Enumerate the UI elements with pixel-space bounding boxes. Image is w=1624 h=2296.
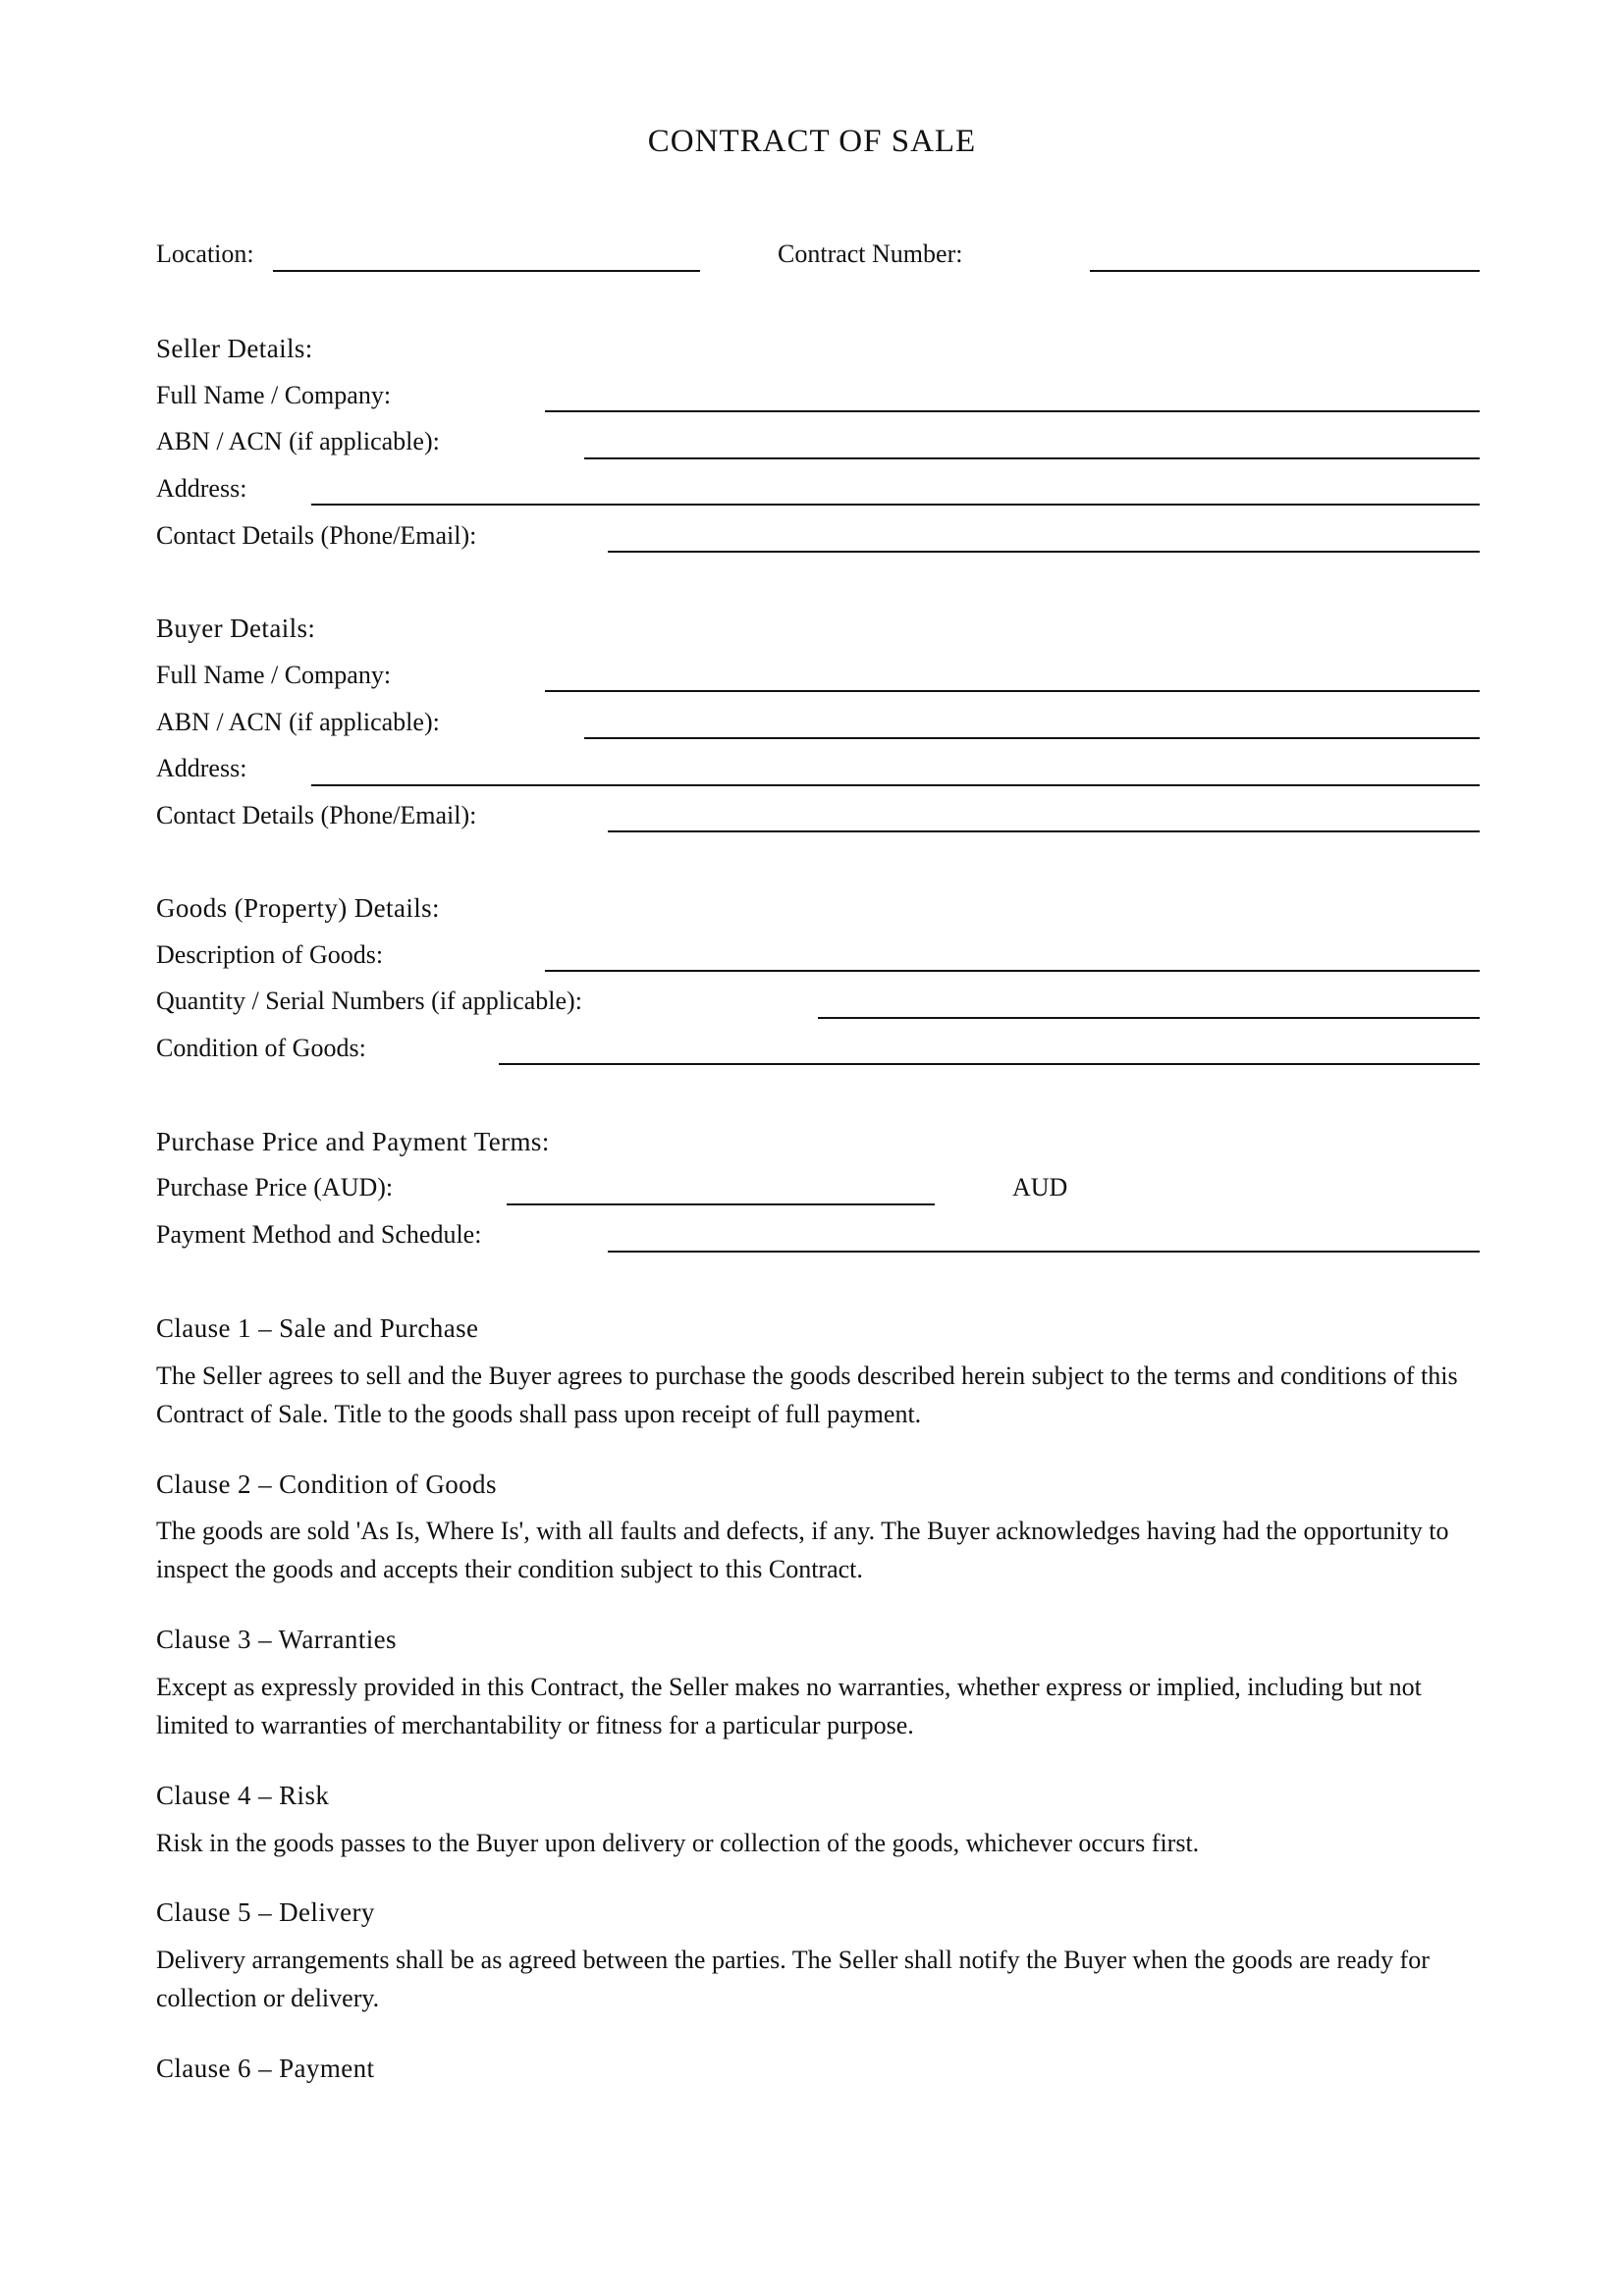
clause-3-heading: Clause 3 – Warranties [156,1625,397,1654]
purchase-price-field[interactable] [507,1203,935,1205]
seller-full-name-field[interactable] [545,410,1480,412]
clause-2-heading: Clause 2 – Condition of Goods [156,1469,497,1499]
payment-method-label: Payment Method and Schedule: [156,1220,482,1249]
payment-method-field[interactable] [608,1251,1480,1253]
seller-abn-field[interactable] [584,457,1480,459]
contract-number-label: Contract Number: [778,240,963,268]
clause-1-text: The Seller agrees to sell and the Buyer agrees to purchase the goods described herein subject to the terms and conditions of this Contract of Sale. Title to the goods shall pass upon receipt of full payment. [156,1362,1458,1428]
purchase-price-label: Purchase Price (AUD): [156,1173,394,1201]
seller-address-label: Address: [156,474,247,503]
buyer-address-label: Address: [156,754,247,782]
goods-quantity-field[interactable] [818,1017,1480,1019]
buyer-abn-field[interactable] [584,737,1480,739]
goods-description-field[interactable] [545,970,1480,972]
buyer-contact-label: Contact Details (Phone/Email): [156,801,477,829]
document-title: CONTRACT OF SALE [647,124,977,159]
clause-4-heading: Clause 4 – Risk [156,1781,330,1810]
location-field[interactable] [273,270,700,272]
clause-6-heading: Clause 6 – Payment [156,2054,375,2083]
clause-4-text: Risk in the goods passes to the Buyer upon delivery or collection of the goods, whichever occurs first. [156,1829,1200,1857]
buyer-contact-field[interactable] [608,830,1480,832]
goods-description-label: Description of Goods: [156,940,384,969]
buyer-abn-label: ABN / ACN (if applicable): [156,708,440,736]
clause-3-text: Except as expressly provided in this Contract, the Seller makes no warranties, whether express or implied, including but not limited to warranties of merchantability or fitness for a particular purpose. [156,1673,1422,1739]
location-label: Location: [156,240,254,268]
seller-full-name-label: Full Name / Company: [156,381,392,409]
buyer-address-field[interactable] [311,784,1480,786]
price-heading: Purchase Price and Payment Terms: [156,1127,550,1156]
buyer-heading: Buyer Details: [156,614,316,643]
clause-5-heading: Clause 5 – Delivery [156,1897,375,1927]
clause-5-text: Delivery arrangements shall be as agreed between the parties. The Seller shall notify the Buyer when the goods are ready for collection or delivery. [156,1946,1430,2012]
currency-label: AUD [1012,1173,1068,1201]
goods-quantity-label: Quantity / Serial Numbers (if applicable): [156,987,582,1015]
seller-heading: Seller Details: [156,334,313,363]
buyer-full-name-field[interactable] [545,690,1480,692]
seller-address-field[interactable] [311,504,1480,506]
goods-condition-label: Condition of Goods: [156,1034,366,1062]
seller-contact-label: Contact Details (Phone/Email): [156,521,477,550]
goods-heading: Goods (Property) Details: [156,893,440,923]
goods-condition-field[interactable] [499,1063,1480,1065]
contract-number-field[interactable] [1090,270,1480,272]
clause-1-heading: Clause 1 – Sale and Purchase [156,1313,479,1343]
buyer-full-name-label: Full Name / Company: [156,661,392,689]
clause-2-text: The goods are sold 'As Is, Where Is', with all faults and defects, if any. The Buyer acknowledges having had the opportunity to inspect the goods and accepts their condition subject to this Contract. [156,1517,1449,1583]
seller-contact-field[interactable] [608,551,1480,553]
seller-abn-label: ABN / ACN (if applicable): [156,427,440,455]
